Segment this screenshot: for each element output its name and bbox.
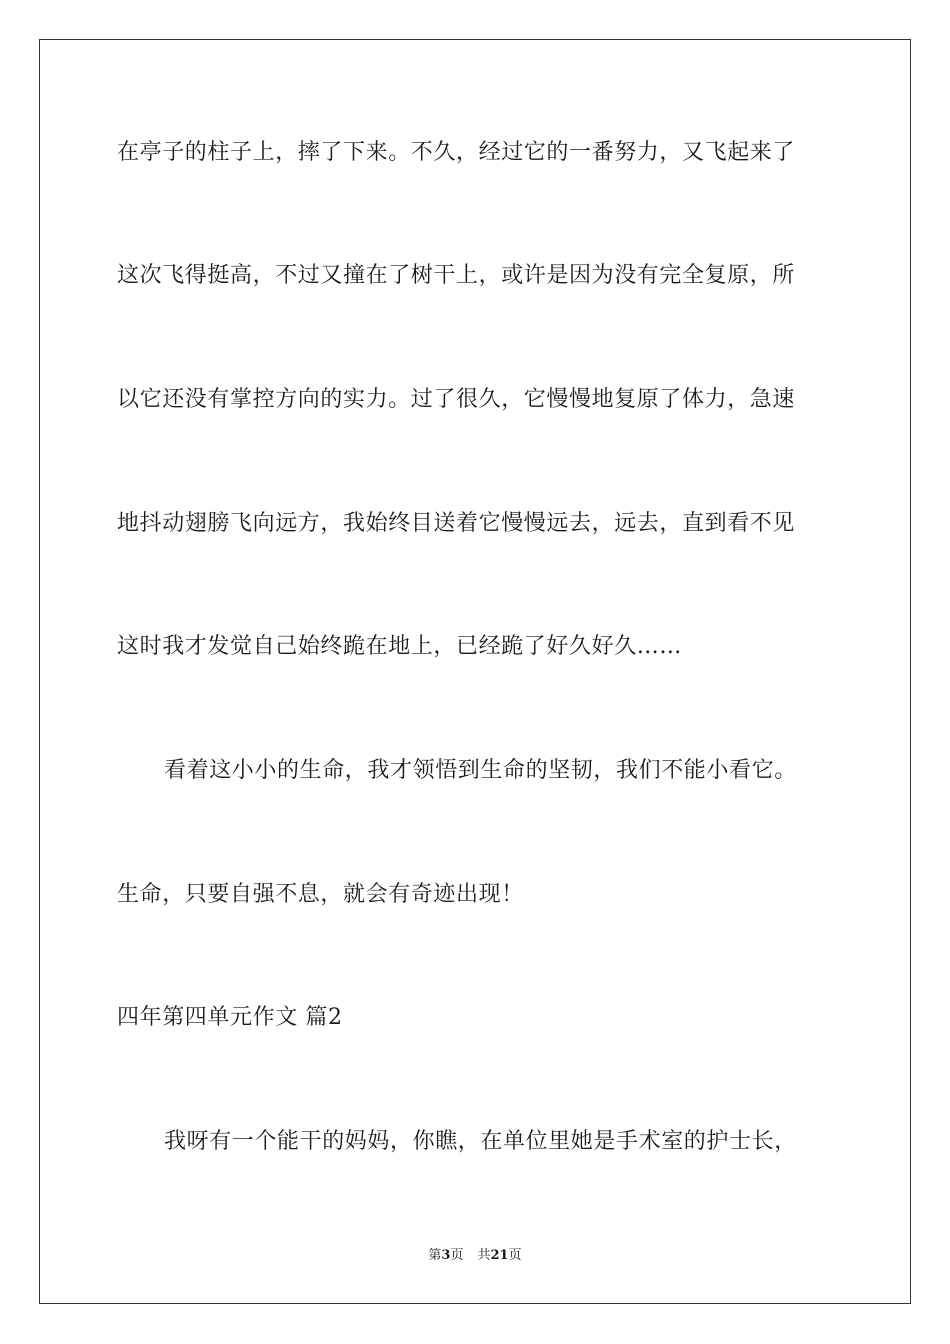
paragraph-line-5: 这时我才发觉自己始终跪在地上，已经跪了好久好久…… <box>117 634 683 659</box>
paragraph-line-8: 我呀有一个能干的妈妈，你瞧，在单位里她是手术室的护士长， <box>164 1129 797 1154</box>
section-heading: 四年第四单元作文 篇2 <box>117 1005 343 1030</box>
paragraph-line-7: 生命，只要自强不息，就会有奇迹出现！ <box>117 882 524 907</box>
page-footer <box>0 1247 950 1265</box>
footer-total-prefix: 共 <box>477 1248 491 1263</box>
footer-page-number: 3 <box>441 1248 451 1263</box>
paragraph-line-1: 在亭子的柱子上，摔了下来。不久，经过它的一番努力，又飞起来了 <box>117 140 796 165</box>
paragraph-line-2: 这次飞得挺高，不过又撞在了树干上，或许是因为没有完全复原，所 <box>117 263 796 288</box>
footer-page-prefix: 第 <box>428 1248 442 1263</box>
paragraph-line-3: 以它还没有掌控方向的实力。过了很久，它慢慢地复原了体力，急速 <box>117 387 796 412</box>
page-border <box>39 39 911 1304</box>
footer-total-suffix: 页 <box>508 1248 522 1263</box>
footer-total-pages: 21 <box>490 1248 509 1263</box>
paragraph-line-4: 地抖动翅膀飞向远方，我始终目送着它慢慢远去，远去，直到看不见 <box>117 511 796 536</box>
paragraph-line-6: 看着这小小的生命，我才领悟到生命的坚韧，我们不能小看它。 <box>164 758 797 783</box>
footer-page-suffix: 页 <box>450 1248 464 1263</box>
